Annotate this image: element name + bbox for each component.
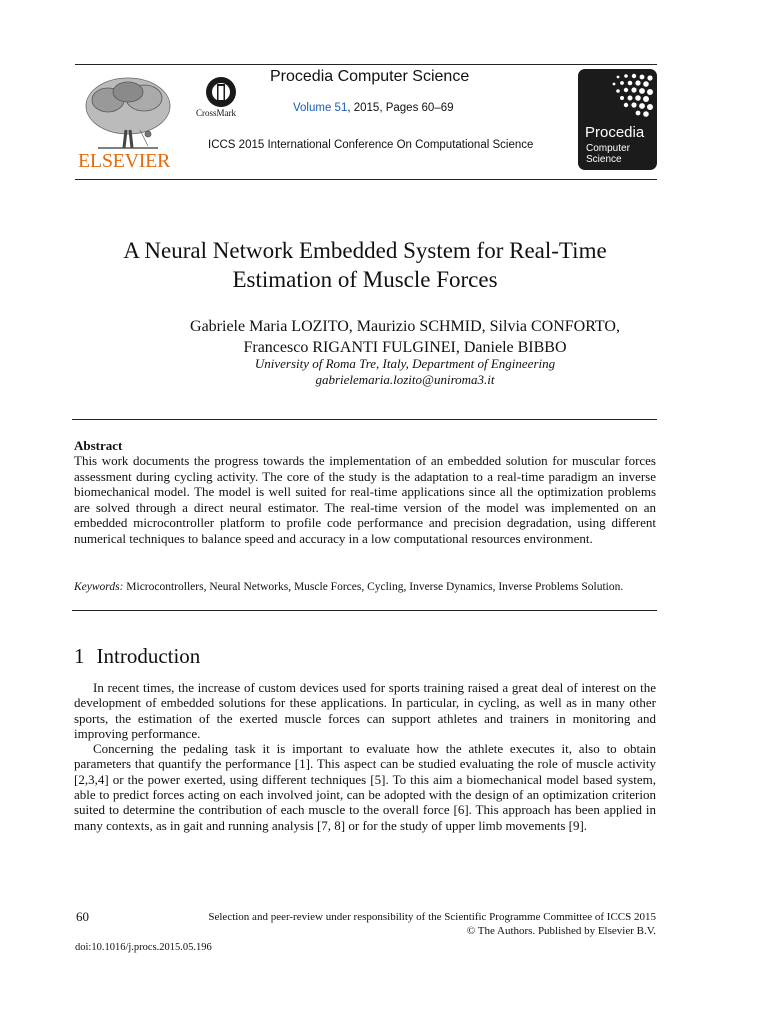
- dots-pattern-icon: [578, 69, 657, 124]
- intro-paragraph-1: In recent times, the increase of custom devices used for sports training raised a great deal of interest on the development of embedded solutions for these applications. In particular, in cycling, as well as in many other sports, the estimation of the exerted muscle forces can support athletes and trainers in monitoring and improving performance.: [74, 680, 656, 741]
- paper-title-line2: Estimation of Muscle Forces: [232, 267, 498, 292]
- page-number: 60: [76, 909, 89, 924]
- section-title: Introduction: [96, 644, 201, 668]
- header-top-rule: [75, 64, 657, 65]
- author-email[interactable]: gabrielemaria.lozito@uniroma3.it: [315, 372, 495, 387]
- procedia-badge-subtitle: [586, 143, 630, 165]
- introduction-body: [74, 680, 656, 833]
- footer-note: [130, 910, 656, 938]
- authors: [60, 316, 750, 358]
- journal-title: Procedia Computer Science: [270, 68, 470, 85]
- elsevier-wordmark: ELSEVIER: [78, 150, 171, 172]
- authors-line2: Francesco RIGANTI FULGINEI, Daniele BIBBO: [243, 339, 567, 356]
- crossmark-label: CrossMark: [196, 108, 236, 118]
- keywords: [74, 580, 656, 595]
- abstract-body: This work documents the progress towards the implementation of an embedded solution for muscular forces assessment during cycling activity. The core of the study is the adaptation to a real-time paradigm an inverse biomechanical model. The model is well suited for real-time applications since all the optimization problems are solved through a direct neural estimator. The real-time version of the model was implemented on an embedded microcontroller platform to profile code performance and precision degradation, using different numerical techniques to balance speed and accuracy in a low computational resources environment.: [74, 453, 656, 546]
- header-bottom-rule: [75, 179, 657, 180]
- intro-paragraph-2: Concerning the pedaling task it is important to evaluate how the athlete executes it, also to obtain parameters that quantify the performance [1]. This aspect can be studied evaluating the role of muscle activity [2,3,4] or the power exerted, using different techniques [5]. To this aim a biomechanical model based system, able to predict forces acting on each involved joint, can be adopted with the design of an optimization criterion suited to determine the contribution of each muscle to the overall force [6]. This approach has been applied in many contexts, as in gait and running analysis [7, 8] or for the study of upper limb movements [9].: [74, 741, 656, 833]
- procedia-badge-sub2: Science: [586, 154, 622, 165]
- footer-note-line2: © The Authors. Published by Elsevier B.V.: [466, 925, 656, 937]
- keywords-label: Keywords:: [74, 581, 124, 593]
- keywords-list: Microcontrollers, Neural Networks, Muscle Forces, Cycling, Inverse Dynamics, Inverse Problems Solution.: [123, 581, 624, 593]
- volume-link[interactable]: Volume 51: [293, 102, 348, 114]
- section-heading: [74, 644, 200, 669]
- volume-pages: , 2015, Pages 60–69: [347, 102, 454, 114]
- footer-note-line1: Selection and peer-review under responsibility of the Scientific Programme Committee of ICCS 2015: [208, 911, 656, 923]
- affiliation-block: [60, 356, 750, 388]
- doi[interactable]: doi:10.1016/j.procs.2015.05.196: [75, 942, 212, 953]
- affiliation: University of Roma Tre, Italy, Department of Engineering: [254, 356, 556, 371]
- abstract-bottom-rule: [72, 610, 657, 611]
- volume-line: [293, 102, 454, 114]
- abstract-heading: Abstract: [74, 438, 123, 453]
- section-number: 1: [74, 644, 85, 668]
- abstract-top-rule: [72, 419, 657, 420]
- procedia-badge: [578, 69, 657, 170]
- procedia-badge-sub1: Computer: [586, 143, 630, 154]
- conference-name: ICCS 2015 International Conference On Computational Science: [208, 139, 534, 151]
- procedia-badge-title: Procedia: [585, 124, 645, 141]
- authors-line1: Gabriele Maria LOZITO, Maurizio SCHMID, Silvia CONFORTO,: [190, 318, 620, 335]
- paper-title: [60, 236, 670, 294]
- paper-title-line1: A Neural Network Embedded System for Real-Time: [123, 238, 607, 263]
